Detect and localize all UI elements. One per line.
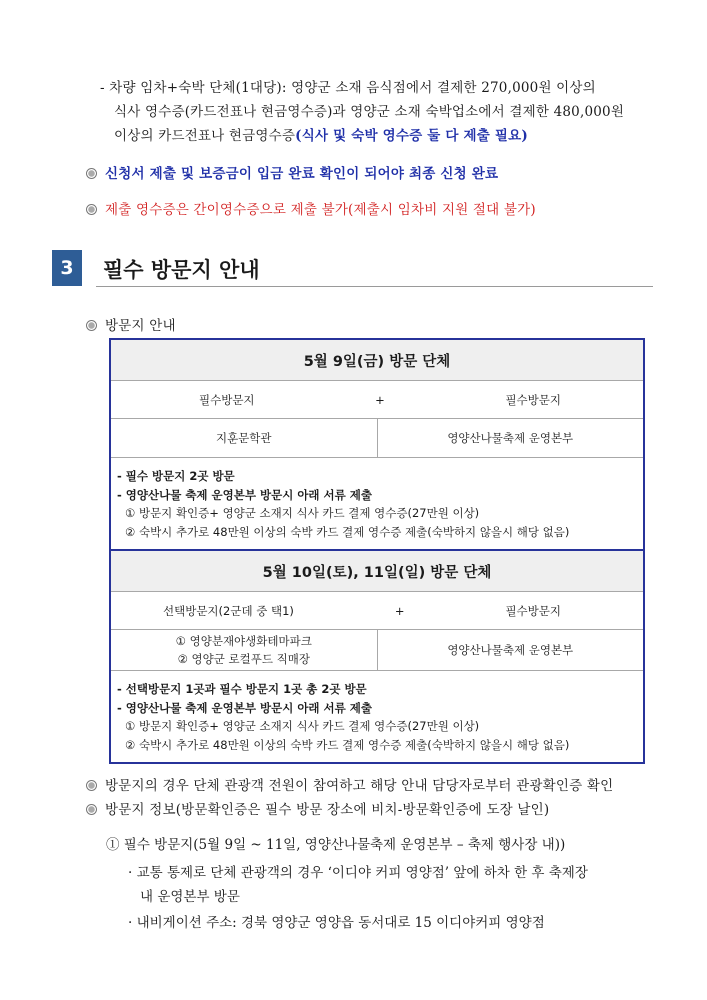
navigation-address: · 내비게이션 주소: 경북 영양군 영양읍 동서대로 15 이디야커피 영양점 [128, 915, 545, 931]
rental-condition-line2: 식사 영수증(카드전표나 현금영수증)과 영양군 소재 숙박업소에서 결제한 480,000원 [114, 104, 625, 120]
block2-plus-sign: + [394, 603, 405, 618]
circle-bullet-icon [86, 320, 97, 331]
block1-place-left: 지훈문학관 [110, 419, 377, 458]
rental-condition-line3: 이상의 카드전표나 현금영수증(식사 및 숙박 영수증 둘 다 제출 필요) [114, 128, 528, 144]
block2-col-left-label: 선택방문지(2군데 중 택1) [163, 603, 294, 618]
visit-table-wrapper [109, 338, 645, 764]
block1-header: 5월 9일(금) 방문 단체 [110, 339, 644, 381]
notice-application-complete: 신청서 제출 및 보증금이 입금 완료 확인이 되어야 최종 신청 완료 [86, 163, 498, 185]
rental-condition-line1: - 차량 임차+숙박 단체(1대당): 영양군 소재 음식점에서 결제한 270,000원 이상의 [100, 80, 596, 96]
block1-notes [110, 458, 644, 551]
block2-option-1: ① 영양분재야생화테마파크 [175, 634, 312, 648]
block2-note-3: ① 방문지 확인증+ 영양군 소재지 식사 카드 결제 영수증(27만원 이상) [125, 719, 480, 733]
block1-note-4: ② 숙박시 추가로 48만원 이상의 숙박 카드 결제 영수증 제출(숙박하지 않을시 해당 없음) [125, 524, 570, 539]
block2-note-2: - 영양산나물 축제 운영본부 방문시 아래 서류 제출 [117, 700, 372, 715]
circle-bullet-icon [86, 168, 97, 179]
block1-note-3: ① 방문지 확인증+ 영양군 소재지 식사 카드 결제 영수증(27만원 이상) [125, 506, 480, 520]
block2-place-left [110, 630, 377, 671]
visit-table [109, 338, 645, 764]
circle-bullet-icon [86, 204, 97, 215]
bullet-visit-confirmation: 방문지의 경우 단체 관광객 전원이 참여하고 해당 안내 담당자로부터 관광확인증 확인 [86, 775, 613, 797]
section-title: 필수 방문지 안내 [103, 258, 260, 282]
block2-place-right: 영양산나물축제 운영본부 [377, 630, 644, 671]
section-number-badge: 3 [52, 250, 82, 286]
block1-col-right-label: 필수방문지 [505, 392, 561, 407]
block2-note-1: - 선택방문지 1곳과 필수 방문지 1곳 총 2곳 방문 [117, 682, 367, 696]
visit-guide-label: 방문지 안내 [86, 315, 176, 337]
circle-bullet-icon [86, 780, 97, 791]
block2-notes [110, 671, 644, 764]
notice-receipt-warning: 제출 영수증은 간이영수증으로 제출 불가(제출시 임차비 지원 절대 불가) [86, 199, 536, 221]
block2-column-labels [110, 592, 644, 630]
circle-bullet-icon [86, 804, 97, 815]
block1-note-2: - 영양산나물 축제 운영본부 방문시 아래 서류 제출 [117, 487, 372, 502]
block2-option-2: ② 영양군 로컬푸드 직매장 [177, 652, 310, 666]
traffic-note-line1: · 교통 통제로 단체 관광객의 경우 ‘이디야 커피 영양점’ 앞에 하차 한 후 축제장 [128, 865, 588, 881]
block1-note-1: - 필수 방문지 2곳 방문 [117, 469, 235, 483]
bullet-visit-info: 방문지 정보(방문확인증은 필수 방문 장소에 비치-방문확인증에 도장 날인) [86, 799, 549, 821]
receipt-requirement-highlight: (식사 및 숙박 영수증 둘 다 제출 필요) [295, 128, 528, 144]
traffic-note-line2: 내 운영본부 방문 [140, 889, 240, 905]
section-divider [96, 286, 653, 287]
required-visit-item: ① 필수 방문지(5월 9일 ~ 11일, 영양산나물축제 운영본부 – 축제 행사장 내)) [106, 837, 566, 853]
block2-header: 5월 10일(토), 11일(일) 방문 단체 [110, 550, 644, 592]
block1-column-labels [110, 381, 644, 419]
block1-plus-sign: + [375, 392, 385, 407]
block2-col-right-label: 필수방문지 [505, 603, 561, 618]
block1-place-right: 영양산나물축제 운영본부 [377, 419, 644, 458]
block2-note-4: ② 숙박시 추가로 48만원 이상의 숙박 카드 결제 영수증 제출(숙박하지 않을시 해당 없음) [125, 737, 570, 752]
block1-col-left-label: 필수방문지 [199, 392, 255, 407]
